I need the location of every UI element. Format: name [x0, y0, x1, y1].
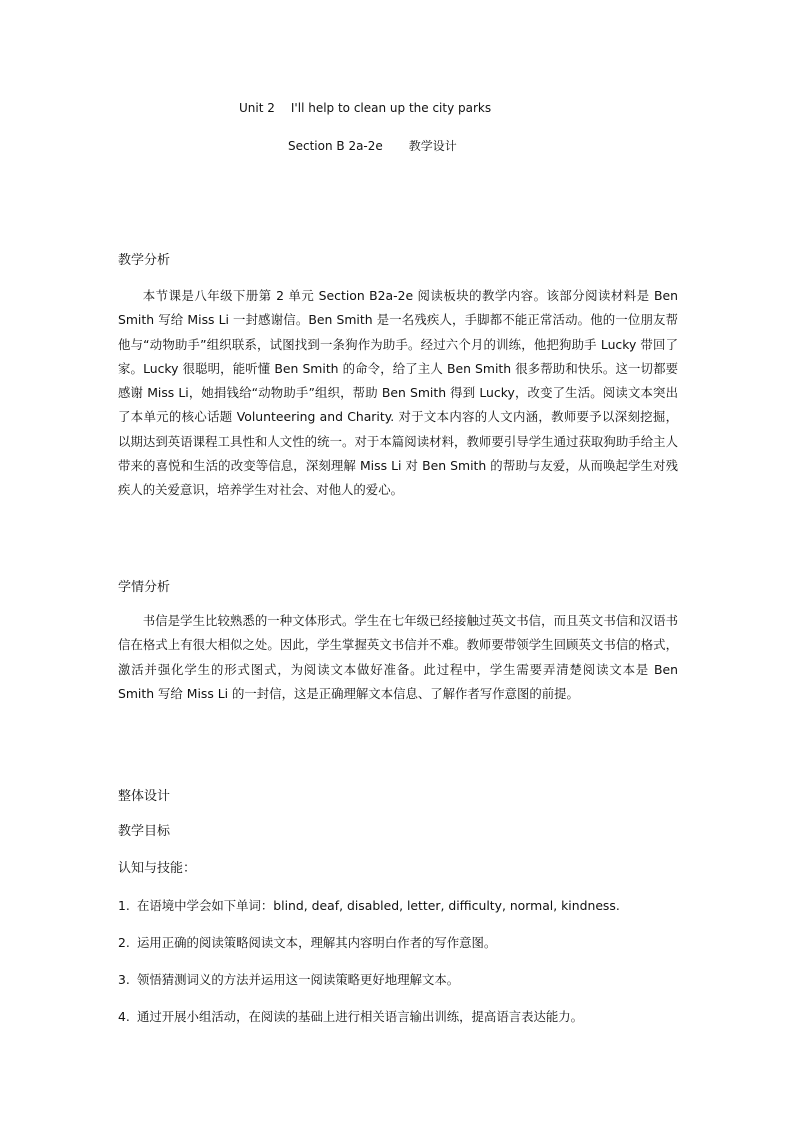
unit-number: Unit 2 [239, 101, 275, 115]
goal-item-number: 1. [118, 898, 130, 913]
section-label: Section B 2a-2e [288, 139, 383, 153]
student-analysis-heading: 学情分析 [118, 580, 171, 595]
unit-title: I'll help to clean up the city parks [290, 101, 492, 115]
overall-design-heading: 整体设计 [118, 789, 171, 804]
goal-item [118, 933, 496, 951]
goal-item-number: 3. [118, 972, 130, 987]
goal-item [118, 896, 620, 914]
goal-item [118, 1007, 583, 1025]
goal-item-text: 运用正确的阅读策略阅读文本，理解其内容明白作者的写作意图。 [137, 935, 497, 950]
teaching-analysis-heading: 教学分析 [118, 253, 171, 268]
goal-item-number: 2. [118, 935, 130, 950]
unit-title-line [239, 101, 491, 115]
skills-heading: 认知与技能： [118, 861, 197, 876]
goal-item-text: 领悟猜测词义的方法并运用这一阅读策略更好地理解文本。 [137, 972, 460, 987]
goal-item-number: 4. [118, 1009, 130, 1024]
goal-item-text: 在语境中学会如下单词：blind, deaf, disabled, letter, difficulty, normal, kindness. [137, 898, 620, 913]
teaching-goal-heading: 教学目标 [118, 824, 171, 839]
section-title-line [288, 137, 457, 154]
doc-type: 教学设计 [408, 139, 457, 153]
teaching-analysis-paragraph: 本节课是八年级下册第 2 单元 Section B2a-2e 阅读板块的教学内容。该部分阅读材料是 Ben Smith 写给 Miss Li 一封感谢信。Ben Smith 是一名残疾人，手脚都不能正常活动。他的一位朋友帮他与“动物助手”组织联系，试图找到一条狗作为助手。经过六个月的训练，他把狗助手 Lucky 带回了家。Lucky 很聪明，能听懂 Ben Smith 的命令，给了主人 Ben Smith 很多帮助和快乐。这一切都要感谢 Miss Li，她捐钱给“动物助手”组织，帮助 Ben Smith 得到 Lucky，改变了生活。阅读文本突出了本单元的核心话题 Volunteering and Charity. 对于文本内容的人文内涵，教师要予以深刻挖掘，以期达到英语课程工具性和人文性的统一。对于本篇阅读材料，教师要引导学生通过获取狗助手给主人带来的喜悦和生活的改变等信息，深刻理解 Miss Li 对 Ben Smith 的帮助与友爱，从而唤起学生对残疾人的关爱意识，培养学生对社会、对他人的爱心。 [118, 288, 678, 498]
student-analysis-paragraph: 书信是学生比较熟悉的一种文体形式。学生在七年级已经接触过英文书信，而且英文书信和汉语书信在格式上有很大相似之处。因此，学生掌握英文书信并不难。教师要带领学生回顾英文书信的格式，激活并强化学生的形式图式，为阅读文本做好准备。此过程中，学生需要弄清楚阅读文本是 Ben Smith 写给 Miss Li 的一封信，这是正确理解文本信息、了解作者写作意图的前提。 [118, 613, 678, 701]
goal-item-text: 通过开展小组活动，在阅读的基础上进行相关语言输出训练，提高语言表达能力。 [137, 1009, 584, 1024]
goal-item [118, 970, 459, 988]
